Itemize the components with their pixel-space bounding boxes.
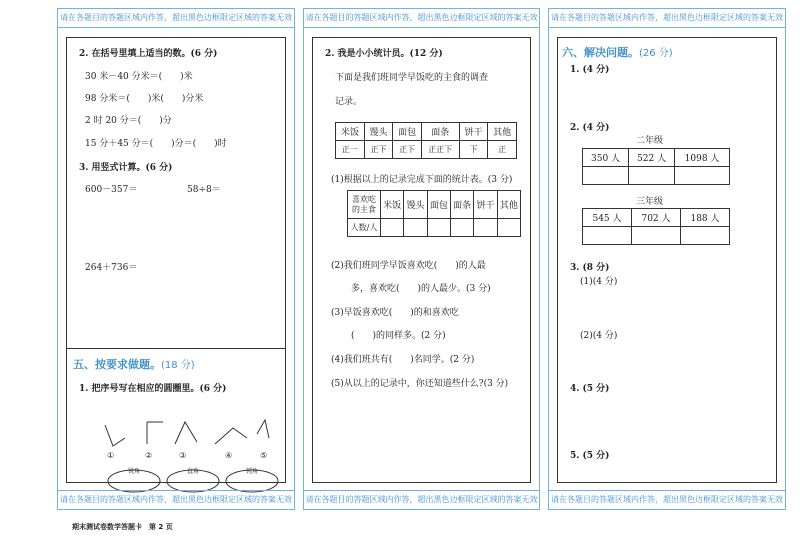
top-notice: 请在各题目的答题区域内作答，超出黑色边框限定区域的答案无效 (304, 9, 539, 28)
q2-line-1: 30 米－40 分米＝( )米 (85, 72, 193, 82)
angle-label-4: ④ (225, 451, 233, 460)
stat-cell[interactable] (381, 219, 404, 237)
c3-q4: 4. (5 分) (570, 384, 610, 394)
stat-cell[interactable] (474, 219, 497, 237)
top-notice: 请在各题目的答题区域内作答，超出黑色边框限定区域的答案无效 (549, 9, 785, 28)
angle-figures (67, 398, 287, 498)
stat-header: 面包 (427, 191, 450, 219)
stat-cell[interactable] (450, 219, 473, 237)
tally-mark: 下 (459, 141, 488, 159)
tally-header: 面条 (421, 123, 459, 141)
c3-q3-1: (1)(4 分) (580, 277, 618, 287)
c2-p2a: (2)我们班同学早饭喜欢吃( )的人最 (331, 261, 486, 271)
c2-p3b: ( )的同样多。(2 分) (351, 331, 446, 341)
stat-header: 面条 (450, 191, 473, 219)
angle-label-3: ③ (179, 451, 187, 460)
c3-q3: 3. (8 分) (570, 263, 610, 273)
stat-head-cell (348, 191, 381, 219)
stat-cell[interactable] (497, 219, 520, 237)
grade2-cell-blank[interactable] (583, 167, 629, 185)
c3-q5: 5. (5 分) (570, 451, 610, 461)
q2-title: 2. 在括号里填上适当的数。(6 分) (79, 49, 218, 59)
tally-header: 其他 (488, 123, 517, 141)
grade2-cell-blank[interactable] (675, 167, 730, 185)
page-footer: 期末测试卷数学答题卡 第 2 页 (72, 523, 173, 531)
grade2-label: 二年级 (636, 136, 664, 146)
c2-p2b: 多，喜欢吃( )的人最少。(3 分) (351, 284, 491, 294)
section-divider (67, 348, 285, 349)
angle-label-2: ② (145, 451, 153, 460)
grade3-cell: 545 人 (583, 209, 632, 227)
tally-header: 饼干 (459, 123, 488, 141)
c3-q3-2: (2)(4 分) (580, 331, 618, 341)
q2-line-2: 98 分米＝( )米( )分米 (85, 94, 204, 104)
s5q1-title: 1. 把序号写在相应的圆圈里。(6 分) (79, 384, 227, 394)
tally-mark: 正一 (336, 141, 365, 159)
grade3-label: 三年级 (636, 197, 664, 207)
grade3-cell-blank[interactable] (632, 227, 681, 245)
angle-4 (215, 428, 247, 444)
c2-p5: (5)从以上的记录中，你还知道些什么?(3 分) (331, 379, 509, 389)
angle-2 (147, 422, 163, 444)
stat-header: 饼干 (474, 191, 497, 219)
c3-q1: 1. (4 分) (570, 65, 610, 75)
grade2-cell-blank[interactable] (629, 167, 675, 185)
bottom-notice: 请在各题目的答题区域内作答，超出黑色边框限定区域的答案无效 (304, 490, 539, 509)
grade3-cell: 188 人 (681, 209, 730, 227)
stat-row-label: 人数/人 (348, 219, 381, 237)
angle-label-1: ① (107, 451, 115, 460)
tally-mark: 正下 (364, 141, 393, 159)
c2-intro-2: 记录。 (335, 97, 363, 107)
grade3-cell-blank[interactable] (583, 227, 632, 245)
answer-box-1 (66, 37, 286, 483)
bottom-notice: 请在各题目的答题区域内作答，超出黑色边框限定区域的答案无效 (58, 490, 294, 509)
angle-1 (105, 425, 125, 446)
grade3-cell: 702 人 (632, 209, 681, 227)
sec5-title: 五、按要求做题。(18 分) (73, 358, 195, 371)
q2-line-3: 2 时 20 分＝( )分 (85, 116, 172, 126)
ellipse-label-obtuse: 钝角 (245, 468, 259, 475)
calc-1: 600－357＝ (85, 185, 138, 195)
grade3-cell-blank[interactable] (681, 227, 730, 245)
calc-2: 58÷8＝ (187, 185, 221, 195)
grade2-cell: 1098 人 (675, 149, 730, 167)
c3-q2: 2. (4 分) (570, 123, 610, 133)
grade2-cell: 522 人 (629, 149, 675, 167)
stat-table (347, 190, 521, 237)
tally-header: 米饭 (336, 123, 365, 141)
tally-mark: 正下 (393, 141, 422, 159)
bottom-notice: 请在各题目的答题区域内作答，超出黑色边框限定区域的答案无效 (549, 490, 785, 509)
ellipse-label-acute: 锐角 (127, 468, 141, 475)
angle-5 (257, 420, 269, 438)
stat-header: 馒头 (404, 191, 427, 219)
stat-head-line-1: 喜欢吃 (352, 194, 376, 204)
stat-header: 其他 (497, 191, 520, 219)
answer-column-1 (57, 8, 295, 510)
answer-column-2 (303, 8, 540, 510)
c2-q2-title: 2. 我是小小统计员。(12 分) (325, 49, 443, 59)
top-notice: 请在各题目的答题区域内作答，超出黑色边框限定区域的答案无效 (58, 9, 294, 28)
tally-mark: 正正下 (421, 141, 459, 159)
grade3-table (582, 208, 730, 245)
stat-header: 米饭 (381, 191, 404, 219)
q2-line-4: 15 分＋45 分＝( )分＝( )时 (85, 139, 227, 149)
tally-table (335, 122, 517, 159)
stat-cell[interactable] (404, 219, 427, 237)
stat-cell[interactable] (427, 219, 450, 237)
answer-box-2 (312, 37, 531, 483)
angle-label-5: ⑤ (260, 451, 268, 460)
answer-box-3 (557, 37, 777, 483)
tally-mark: 正 (488, 141, 517, 159)
sec6-title: 六、解决问题。(26 分) (562, 46, 673, 59)
calc-3: 264＋736＝ (85, 263, 138, 273)
tally-header: 馒头 (364, 123, 393, 141)
stat-head-line-2: 的主食 (352, 204, 376, 214)
q3-title: 3. 用竖式计算。(6 分) (79, 163, 173, 173)
grade2-table (582, 148, 730, 185)
angle-3 (175, 422, 197, 444)
tally-header: 面包 (393, 123, 422, 141)
grade2-cell: 350 人 (583, 149, 629, 167)
ellipse-label-right: 直角 (186, 468, 200, 475)
c2-intro-1: 下面是我们班同学早饭吃的主食的调查 (335, 73, 489, 83)
c2-p3a: (3)早饭喜欢吃( )的和喜欢吃 (331, 308, 459, 318)
c2-p4: (4)我们班共有( )名同学。(2 分) (331, 355, 475, 365)
c2-p1: (1)根据以上的记录完成下面的统计表。(3 分) (331, 175, 513, 185)
answer-column-3 (548, 8, 786, 510)
